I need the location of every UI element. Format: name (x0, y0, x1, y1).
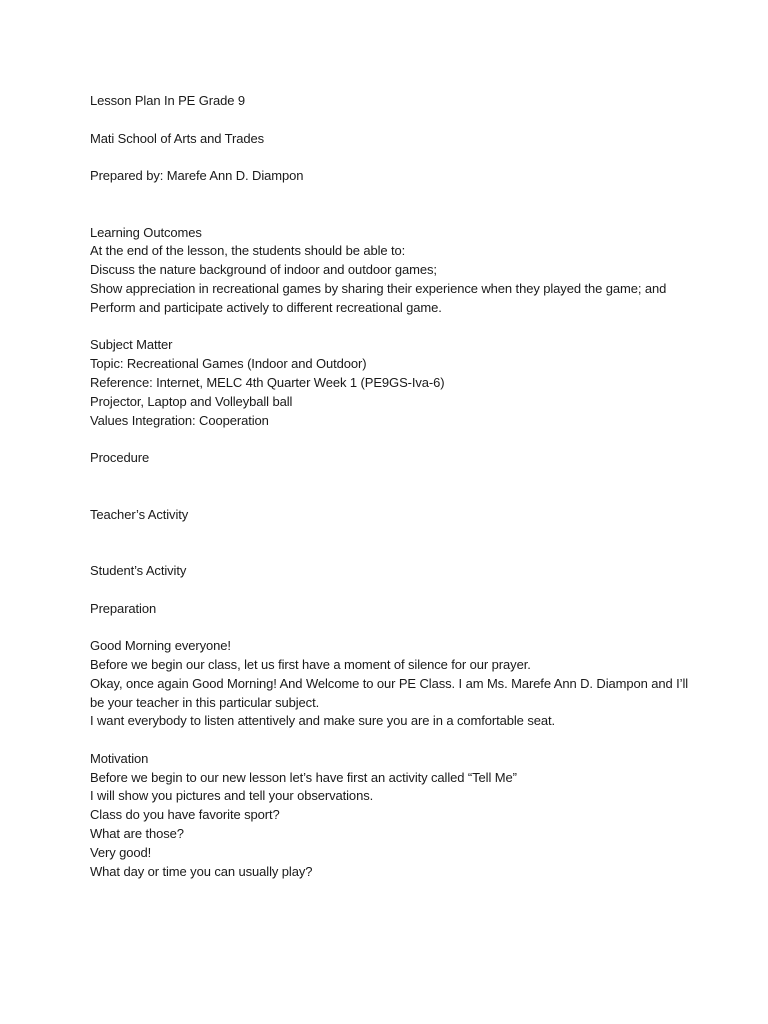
preparation-line: be your teacher in this particular subject. (90, 694, 320, 710)
preparation-line: Good Morning everyone! (90, 638, 231, 654)
reference-line: Reference: Internet, MELC 4th Quarter Week 1 (PE9GS-Iva-6) (90, 374, 445, 390)
motivation-line: Before we begin to our new lesson let’s have first an activity called “Tell Me” (90, 769, 517, 785)
values-integration-line: Values Integration: Cooperation (90, 412, 269, 428)
document-title: Lesson Plan In PE Grade 9 (90, 93, 246, 108)
preparation-line: Before we begin our class, let us first have a moment of silence for our prayer. (90, 656, 531, 672)
motivation-heading: Motivation (90, 750, 149, 766)
teacher-activity-heading: Teacher’s Activity (90, 506, 189, 522)
student-activity-heading: Student’s Activity (90, 562, 187, 578)
learning-outcome-item: Perform and participate actively to different recreational game. (90, 299, 442, 315)
subject-matter-heading: Subject Matter (90, 337, 173, 353)
learning-outcomes-heading: Learning Outcomes (90, 224, 202, 240)
school-name: Mati School of Arts and Trades (90, 130, 265, 146)
motivation-line: I will show you pictures and tell your observations. (90, 788, 374, 804)
learning-outcomes-intro: At the end of the lesson, the students should be able to: (90, 243, 406, 259)
lesson-plan-body (90, 92, 730, 881)
procedure-heading: Procedure (90, 450, 150, 466)
topic-line: Topic: Recreational Games (Indoor and Outdoor) (90, 356, 367, 372)
preparation-line: Okay, once again Good Morning! And Welcome to our PE Class. I am Ms. Marefe Ann D. Diampon and I’ll (90, 675, 689, 691)
motivation-line: What day or time you can usually play? (90, 863, 313, 879)
preparation-line: I want everybody to listen attentively and make sure you are in a comfortable seat. (90, 713, 556, 729)
prepared-by: Prepared by: Marefe Ann D. Diampon (90, 168, 304, 184)
learning-outcome-item: Show appreciation in recreational games by sharing their experience when they played the game; and (90, 280, 667, 296)
motivation-line: What are those? (90, 826, 184, 842)
motivation-line: Class do you have favorite sport? (90, 807, 280, 823)
learning-outcome-item: Discuss the nature background of indoor and outdoor games; (90, 262, 437, 278)
materials-line: Projector, Laptop and Volleyball ball (90, 393, 293, 409)
preparation-heading: Preparation (90, 600, 157, 616)
motivation-line: Very good! (90, 844, 152, 860)
